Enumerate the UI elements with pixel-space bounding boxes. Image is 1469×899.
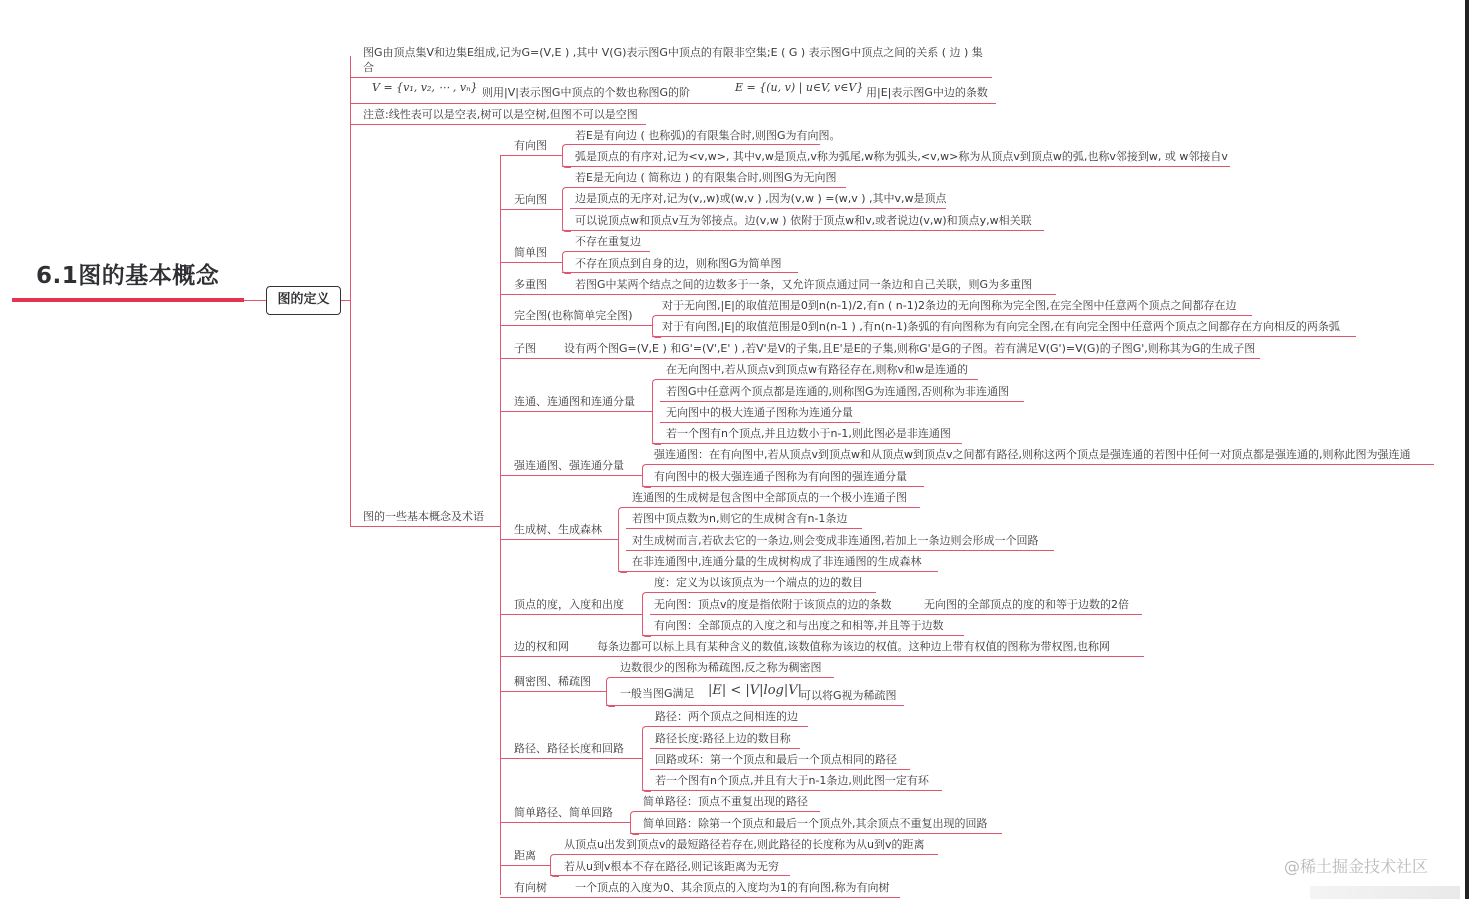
topic-basic-terms[interactable]: 图的一些基本概念及术语 [363, 510, 484, 523]
term-degree[interactable]: 顶点的度，入度和出度 [514, 598, 624, 611]
terms-trunk-line [500, 155, 501, 895]
underline [500, 822, 630, 823]
term-multigraph[interactable]: 多重图 [514, 278, 547, 291]
spanning-item-3[interactable]: 对生成树而言,若砍去它的一条边,则会变成非连通图,若加上一条边则会形成一个回路 [632, 534, 1039, 547]
underline [350, 124, 646, 125]
underline [638, 811, 820, 812]
underline [642, 790, 942, 791]
connector [244, 300, 266, 301]
underline [660, 422, 860, 423]
underline [626, 528, 862, 529]
underline [650, 748, 800, 749]
bracket [562, 144, 571, 168]
directed-item-2[interactable]: 弧是顶点的有序对,记为<v,w>, 其中v,w是顶点,v称为弧尾,w称为弧头,<v,w>称为从顶点v到顶点w的弧,也称v邻接到w, 或 w邻接自v [575, 150, 1228, 163]
decorative-shadow [1310, 886, 1460, 899]
underline [570, 251, 650, 252]
undirected-item-1[interactable]: 若E是无向边 ( 简称边 ) 的有限集合时,则图G为无向图 [575, 171, 837, 184]
underline [562, 166, 1230, 167]
connected-item-2[interactable]: 若图G中任意两个顶点都是连通的,则称图G为连通图,否则称为非连通图 [666, 385, 1010, 398]
root-topic-title[interactable]: 6.1图的基本概念 [36, 263, 220, 289]
spanning-item-2[interactable]: 若图中顶点数为n,则它的生成树含有n-1条边 [632, 512, 848, 525]
strong-item-2[interactable]: 有向图中的极大强连通子图称为有向图的强连通分量 [654, 470, 907, 483]
spanning-item-1[interactable]: 连通图的生成树是包含图中全部顶点的一个极小连通子图 [632, 491, 907, 504]
underline [500, 294, 1056, 295]
multigraph-text[interactable]: 若图G中某两个结点之间的边数多于一条，又允许顶点通过同一条边和自己关联，则G为多重图 [575, 278, 1033, 291]
definition-note[interactable]: 注意:线性表可以是空表,树可以是空树,但图不可以是空图 [363, 108, 638, 121]
underline [500, 614, 642, 615]
term-strong-connectivity[interactable]: 强连通图、强连通分量 [514, 459, 624, 472]
bracket [562, 187, 571, 232]
underline [500, 155, 562, 156]
e-set-formula: E = {(u, v) | u∈V, v∈V} [735, 81, 864, 94]
term-dense-sparse[interactable]: 稠密图、稀疏图 [514, 675, 591, 688]
simple-item-1[interactable]: 不存在重复边 [575, 235, 641, 248]
simple-path-item-1[interactable]: 简单路径：顶点不重复出现的路径 [643, 795, 808, 808]
undirected-item-2[interactable]: 边是顶点的无序对,记为(v,,w)或(w,v ) ,因为(v,w ) =(w,v ) ,其中v,w是顶点 [575, 192, 947, 205]
spanning-item-4[interactable]: 在非连通图中,连通分量的生成树构成了非连通图的生成森林 [632, 555, 922, 568]
path-item-1[interactable]: 路径：两个顶点之间相连的边 [655, 710, 798, 723]
e-set-text[interactable]: 用|E|表示图G中边的条数 [866, 86, 988, 99]
underline [500, 758, 642, 759]
underline [562, 230, 1044, 231]
bracket [652, 315, 661, 338]
bracket [606, 677, 615, 707]
complete-item-2[interactable]: 对于有向图,|E|的取值范围是0到n(n-1 ) ,有n(n-1)条弧的有向图称为有向完全图,在有向完全图中任意两个顶点之间都存在方向相反的两条弧 [662, 320, 1340, 333]
degree-item-3[interactable]: 有向图：全部顶点的入度之和与出度之和相等,并且等于边数 [654, 619, 944, 632]
path-item-3[interactable]: 回路或环：第一个顶点和最后一个顶点相同的路径 [655, 753, 897, 766]
definition-intro-cont: 合 [363, 61, 374, 74]
underline [660, 315, 1252, 316]
bracket [550, 854, 559, 877]
definition-intro[interactable]: 图G由顶点集V和边集E组成,记为G=(V,E ) ,其中 V(G)表示图G中顶点的有限非空集;E ( G ) 表示图G中顶点之间的关系 ( 边 ) 集 [363, 46, 983, 59]
degree-item-2[interactable]: 无向图：顶点v的度是指依附于该顶点的边的条数 [654, 598, 892, 611]
term-spanning-tree[interactable]: 生成树、生成森林 [514, 523, 602, 536]
term-connectivity[interactable]: 连通、连通图和连通分量 [514, 395, 635, 408]
term-simple-graph[interactable]: 简单图 [514, 246, 547, 259]
density-item-2-suffix[interactable]: 可以将G视为稀疏图 [800, 689, 897, 702]
term-directed-tree[interactable]: 有向树 [514, 881, 547, 894]
underline [500, 262, 562, 263]
underline [500, 897, 900, 898]
weighted-text[interactable]: 每条边都可以标上具有某种含义的数值,该数值称为该边的权值。这种边上带有权值的图称为带权图,也称网 [597, 640, 1110, 653]
underline [650, 726, 808, 727]
undirected-item-3[interactable]: 可以说顶点w和顶点v互为邻接点。边(v,w ) 依附于顶点w和v,或者说边(v,w)和顶点y,w相关联 [575, 214, 1032, 227]
underline [660, 401, 1024, 402]
underline [652, 336, 1356, 337]
simple-item-2[interactable]: 不存在顶点到自身的边，则称图G为简单图 [575, 257, 782, 270]
watermark: @稀土掘金技术社区 [1284, 857, 1429, 876]
distance-item-1[interactable]: 从顶点u出发到顶点v的最短路径若存在,则此路径的长度称为从u到v的距离 [564, 838, 925, 851]
underline [570, 144, 820, 145]
underline [500, 865, 550, 866]
bracket [642, 726, 651, 792]
connected-item-4[interactable]: 若一个图有n个顶点,并且边数小于n-1,则此图必是非连通图 [666, 427, 951, 440]
underline [500, 691, 606, 692]
underline [350, 526, 500, 527]
connected-item-3[interactable]: 无向图中的极大连通子图称为连通分量 [666, 406, 853, 419]
underline [550, 875, 790, 876]
underline [642, 635, 964, 636]
underline [562, 272, 798, 273]
underline [650, 614, 1142, 615]
v-set-text[interactable]: 则用|V|表示图G中顶点的个数也称图G的阶 [482, 86, 690, 99]
underline [500, 656, 1144, 657]
underline [350, 77, 992, 78]
underline [650, 592, 876, 593]
underline [500, 539, 618, 540]
sparse-formula: |E| < |V|log|V| [708, 683, 803, 698]
underline [650, 464, 1434, 465]
underline [614, 677, 834, 678]
trunk-line [350, 56, 351, 526]
underline [500, 209, 562, 210]
term-path[interactable]: 路径、路径长度和回路 [514, 742, 624, 755]
underline [500, 411, 652, 412]
underline [558, 854, 938, 855]
underline [652, 443, 962, 444]
path-item-4[interactable]: 若一个图有n个顶点,并且有大于n-1条边,则此图一定有环 [655, 774, 929, 787]
term-directed-graph[interactable]: 有向图 [514, 139, 547, 152]
term-distance[interactable]: 距离 [514, 849, 536, 862]
term-undirected-graph[interactable]: 无向图 [514, 193, 547, 206]
underline [570, 208, 946, 209]
density-item-1[interactable]: 边数很少的图称为稀疏图,反之称为稠密图 [620, 661, 822, 674]
bracket [562, 251, 571, 274]
underline [660, 379, 978, 380]
subgraph-text[interactable]: 设有两个图G=(V,E ) 和G'=(V',E' ) ,若V'是V的子集,且E'是E的子集,则称G'是G的子图。若有满足V(G')=V(G)的子图G',则称其为G的生成子图 [564, 342, 1256, 355]
distance-item-2[interactable]: 若从u到v根本不存在路径,则记该距离为无穷 [564, 860, 779, 873]
underline [642, 486, 924, 487]
degree-item-1[interactable]: 度：定义为以该顶点为一个端点的边的数目 [654, 576, 863, 589]
connected-item-1[interactable]: 在无向图中,若从顶点v到顶点w有路径存在,则称v和w是连通的 [666, 363, 969, 376]
bracket [652, 379, 661, 445]
directed-tree-text[interactable]: 一个顶点的入度为0、其余顶点的入度均为1的有向图,称为有向树 [575, 881, 890, 894]
density-item-2[interactable]: 一般当图G满足 [620, 687, 695, 700]
strong-item-1[interactable]: 强连通图：在有向图中,若从顶点v到顶点w和从顶点w到顶点v之间都有路径,则称这两个顶点是强连通的若图中任何一对顶点都是强连通的,则称此图为强连通 [654, 448, 1411, 461]
underline [650, 769, 910, 770]
underline [626, 507, 920, 508]
underline [350, 103, 996, 104]
bracket [642, 464, 651, 488]
underline [500, 325, 652, 326]
underline [630, 833, 1002, 834]
topic-graph-definition[interactable]: 图的定义 [266, 286, 341, 315]
v-set-formula: V = {v₁, v₂, ⋯ , vₙ} [372, 81, 478, 94]
underline [606, 705, 904, 706]
degree-item-2-extra[interactable]: 无向图的全部顶点的度的和等于边数的2倍 [924, 598, 1129, 611]
underline [618, 571, 938, 572]
underline [626, 550, 1054, 551]
complete-item-1[interactable]: 对于无向图,|E|的取值范围是0到n(n-1)/2,有n ( n-1)2条边的无向图称为完全图,在完全图中任意两个顶点之间都存在边 [662, 299, 1237, 312]
path-item-2[interactable]: 路径长度:路径上边的数目称 [655, 732, 791, 745]
root-underline [12, 298, 244, 302]
bracket [630, 811, 639, 835]
bracket [618, 507, 627, 573]
term-weighted[interactable]: 边的权和网 [514, 640, 569, 653]
term-subgraph[interactable]: 子图 [514, 342, 536, 355]
directed-item-1[interactable]: 若E是有向边 ( 也称弧)的有限集合时,则图G为有向图。 [575, 129, 841, 142]
term-complete-graph[interactable]: 完全图(也称简单完全图) [514, 309, 633, 322]
underline [570, 187, 846, 188]
underline [500, 358, 1260, 359]
term-simple-path[interactable]: 简单路径、简单回路 [514, 806, 613, 819]
window-edge [1465, 0, 1469, 899]
underline [500, 475, 642, 476]
simple-path-item-2[interactable]: 简单回路：除第一个顶点和最后一个顶点外,其余顶点不重复出现的回路 [643, 817, 988, 830]
